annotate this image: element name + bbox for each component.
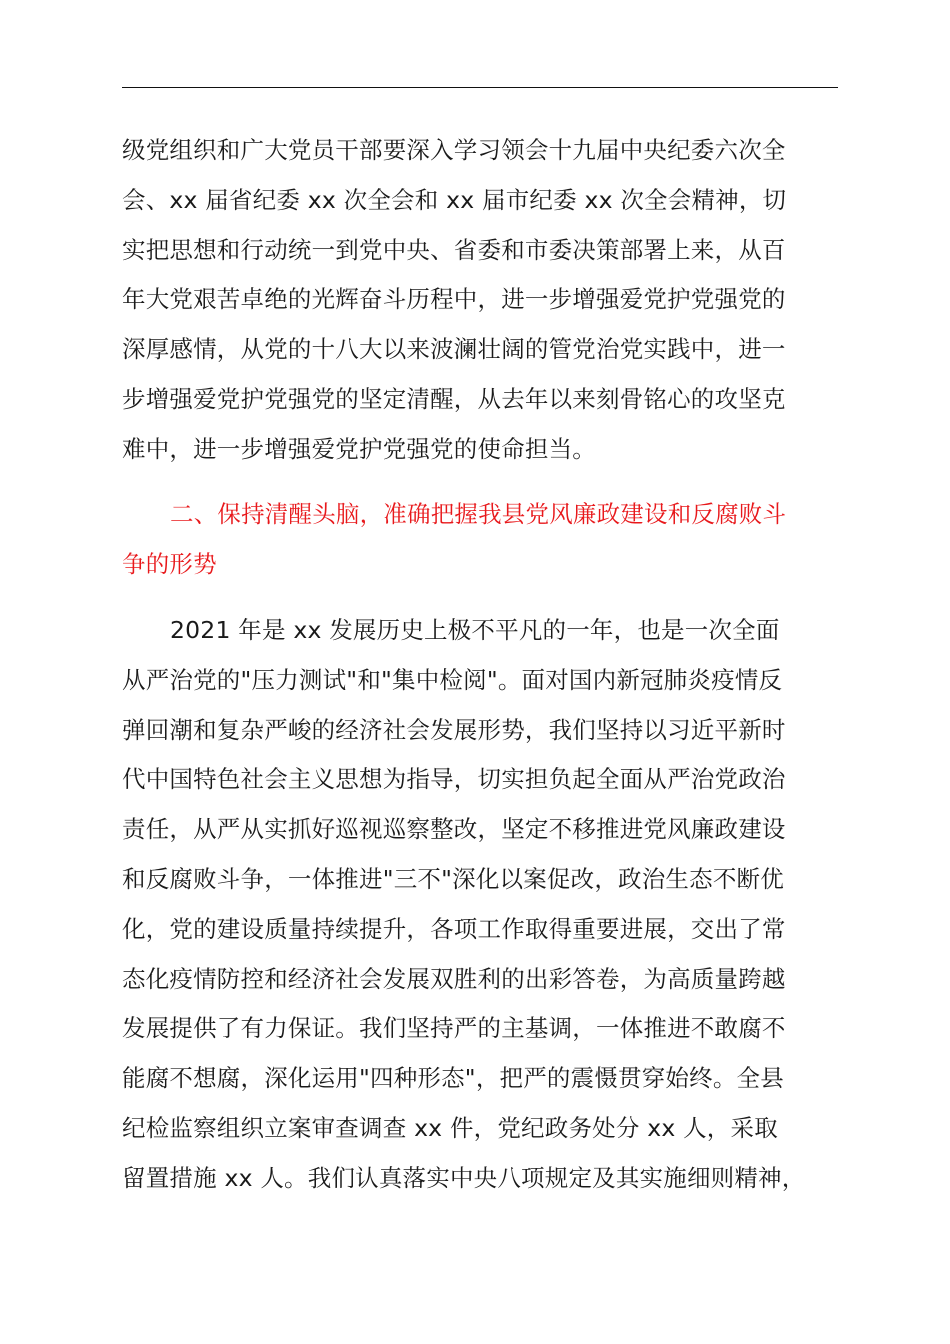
text-line: 步增强爱党护党强党的坚定清醒，从去年以来刻骨铭心的攻坚克 bbox=[122, 384, 786, 413]
text-line: 级党组织和广大党员干部要深入学习领会十九届中央纪委六次全 bbox=[122, 136, 786, 164]
text-line: 年大党艰苦卓绝的光辉奋斗历程中，进一步增强爱党护党强党的 bbox=[122, 285, 786, 314]
text-line: 纪检监察组织立案审查调查 xx 件，党纪政务处分 xx 人，采取 bbox=[122, 1113, 778, 1142]
paragraph-continued bbox=[122, 126, 838, 475]
text-line: 留置措施 xx 人。我们认真落实中央八项规定及其实施细则精神， bbox=[122, 1163, 806, 1192]
text-line: 从严治党的"压力测试"和"集中检阅"。面对国内新冠肺炎疫情反 bbox=[122, 665, 783, 694]
text-line: 代中国特色社会主义思想为指导，切实担负起全面从严治党政治 bbox=[122, 765, 786, 794]
section-heading bbox=[122, 490, 838, 590]
text-line: 深厚感情，从党的十八大以来波澜壮阔的管党治党实践中，进一 bbox=[122, 335, 786, 364]
text-line: 和反腐败斗争，一体推进"三不"深化以案促改，政治生态不断优 bbox=[122, 864, 784, 893]
text-line: 弹回潮和复杂严峻的经济社会发展形势，我们坚持以习近平新时 bbox=[122, 715, 786, 744]
text-line: 难中，进一步增强爱党护党强党的使命担当。 bbox=[122, 434, 596, 463]
paragraph bbox=[122, 606, 838, 1204]
header-rule bbox=[122, 87, 838, 88]
text-line: 能腐不想腐，深化运用"四种形态"，把严的震慑贯穿始终。全县 bbox=[122, 1064, 784, 1093]
text-line: 态化疫情防控和经济社会发展双胜利的出彩答卷，为高质量跨越 bbox=[122, 964, 786, 993]
text-line: 2021 年是 xx 发展历史上极不平凡的一年，也是一次全面 bbox=[170, 616, 780, 644]
heading-line: 二、保持清醒头脑，准确把握我县党风廉政建设和反腐败斗 bbox=[170, 500, 787, 528]
text-line: 实把思想和行动统一到党中央、省委和市委决策部署上来，从百 bbox=[122, 235, 786, 264]
text-line: 会、xx 届省纪委 xx 次全会和 xx 届市纪委 xx 次全会精神，切 bbox=[122, 185, 787, 214]
text-line: 责任，从严从实抓好巡视巡察整改，坚定不移推进党风廉政建设 bbox=[122, 815, 786, 844]
text-line: 发展提供了有力保证。我们坚持严的主基调，一体推进不敢腐不 bbox=[122, 1014, 786, 1043]
heading-line: 争的形势 bbox=[122, 549, 217, 578]
text-line: 化，党的建设质量持续提升，各项工作取得重要进展，交出了常 bbox=[122, 914, 786, 943]
